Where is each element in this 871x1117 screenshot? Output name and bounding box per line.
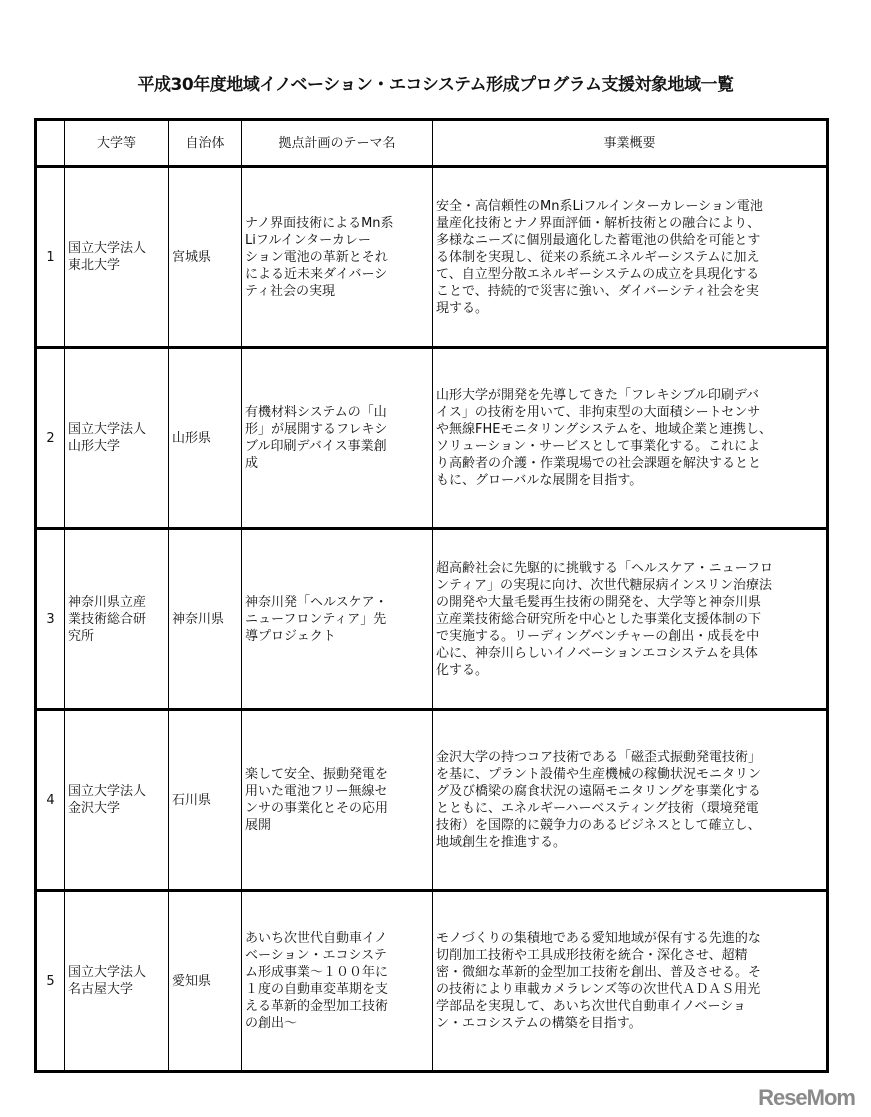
municipality-cell: 石川県 <box>169 710 242 891</box>
theme-cell: 神奈川発「ヘルスケア・ ニューフロンティア」先 導プロジェクト <box>242 529 433 710</box>
document-title: 平成30年度地域イノベーション・エコシステム形成プログラム支援対象地域一覧 <box>137 75 734 95</box>
row-number: 5 <box>36 891 65 1072</box>
table-row <box>36 891 828 1072</box>
header-summary: 事業概要 <box>433 120 828 167</box>
resemom-watermark-logo: ReseMom <box>758 1085 855 1110</box>
university-cell: 国立大学法人 山形大学 <box>65 348 169 529</box>
header-no <box>36 120 65 167</box>
theme-cell: ナノ界面技術によるMn系 Liフルインターカレー ション電池の革新とそれ による近未来ダイバーシ ティ社会の実現 <box>242 167 433 348</box>
university-cell: 神奈川県立産 業技術総合研 究所 <box>65 529 169 710</box>
header-university: 大学等 <box>65 120 169 167</box>
table-row <box>36 348 828 529</box>
table-header-row <box>36 120 828 167</box>
municipality-cell: 神奈川県 <box>169 529 242 710</box>
municipality-cell: 山形県 <box>169 348 242 529</box>
header-municipality: 自治体 <box>169 120 242 167</box>
row-number: 3 <box>36 529 65 710</box>
university-cell: 国立大学法人 金沢大学 <box>65 710 169 891</box>
summary-cell: 山形大学が開発を先導してきた「フレキシブル印刷デバ イス」の技術を用いて、非拘束型の大面積シートセンサ や無線FHEモニタリングシステムを、地域企業と連携し、 ソリューション・サービスとして事業化する。これによ り高齢者の介護・作業現場での社会課題を解決するとと もに、グローバルな展開を目指す。 <box>433 348 828 529</box>
summary-cell: モノづくりの集積地である愛知地域が保有する先進的な 切削加工技術や工具成形技術を統合・深化させ、超精 密・微細な革新的金型加工技術を創出、普及させる。そ の技術により車載カメラレンズ等の次世代ＡＤＡＳ用光 学部品を実現して、あいち次世代自動車イノベーショ ン・エコシステムの構築を目指す。 <box>433 891 828 1072</box>
municipality-cell: 愛知県 <box>169 891 242 1072</box>
university-cell: 国立大学法人 名古屋大学 <box>65 891 169 1072</box>
theme-cell: 楽して安全、振動発電を 用いた電池フリー無線セ ンサの事業化とその応用 展開 <box>242 710 433 891</box>
table-row <box>36 710 828 891</box>
theme-cell: 有機材料システムの「山 形」が展開するフレキシ ブル印刷デバイス事業創 成 <box>242 348 433 529</box>
summary-cell: 超高齢社会に先駆的に挑戦する「ヘルスケア・ニューフロ ンティア」の実現に向け、次世代糖尿病インスリン治療法 の開発や大量毛髪再生技術の開発を、大学等と神奈川県 立産業技術総合研究所を中心とした事業化支援体制の下 で実施する。リーディングベンチャーの創出・成長を中 心に、神奈川らしいイノベーションエコシステムを具体 化する。 <box>433 529 828 710</box>
theme-cell: あいち次世代自動車イノ ベーション・エコシステ ム形成事業～１００年に １度の自動車変革期を支 える革新的金型加工技術 の創出～ <box>242 891 433 1072</box>
row-number: 4 <box>36 710 65 891</box>
row-number: 1 <box>36 167 65 348</box>
support-region-table <box>34 118 829 1073</box>
row-number: 2 <box>36 348 65 529</box>
university-cell: 国立大学法人 東北大学 <box>65 167 169 348</box>
summary-cell: 金沢大学の持つコア技術である「磁歪式振動発電技術」 を基に、プラント設備や生産機械の稼働状況モニタリン グ及び橋梁の腐食状況の遠隔モニタリングを事業化する とともに、エネルギーハーベスティング技術（環境発電 技術）を国際的に競争力のあるビジネスとして確立し、 地域創生を推進する。 <box>433 710 828 891</box>
municipality-cell: 宮城県 <box>169 167 242 348</box>
table-row <box>36 167 828 348</box>
header-theme: 拠点計画のテーマ名 <box>242 120 433 167</box>
summary-cell: 安全・高信頼性のMn系Liフルインターカレーション電池 量産化技術とナノ界面評価・解析技術との融合により、 多様なニーズに個別最適化した蓄電池の供給を可能とす る体制を実現し、従来の系統エネルギーシステムに加え て、自立型分散エネルギーシステムの成立を具現化する ことで、持続的で災害に強い、ダイバーシティ社会を実 現する。 <box>433 167 828 348</box>
table-row <box>36 529 828 710</box>
